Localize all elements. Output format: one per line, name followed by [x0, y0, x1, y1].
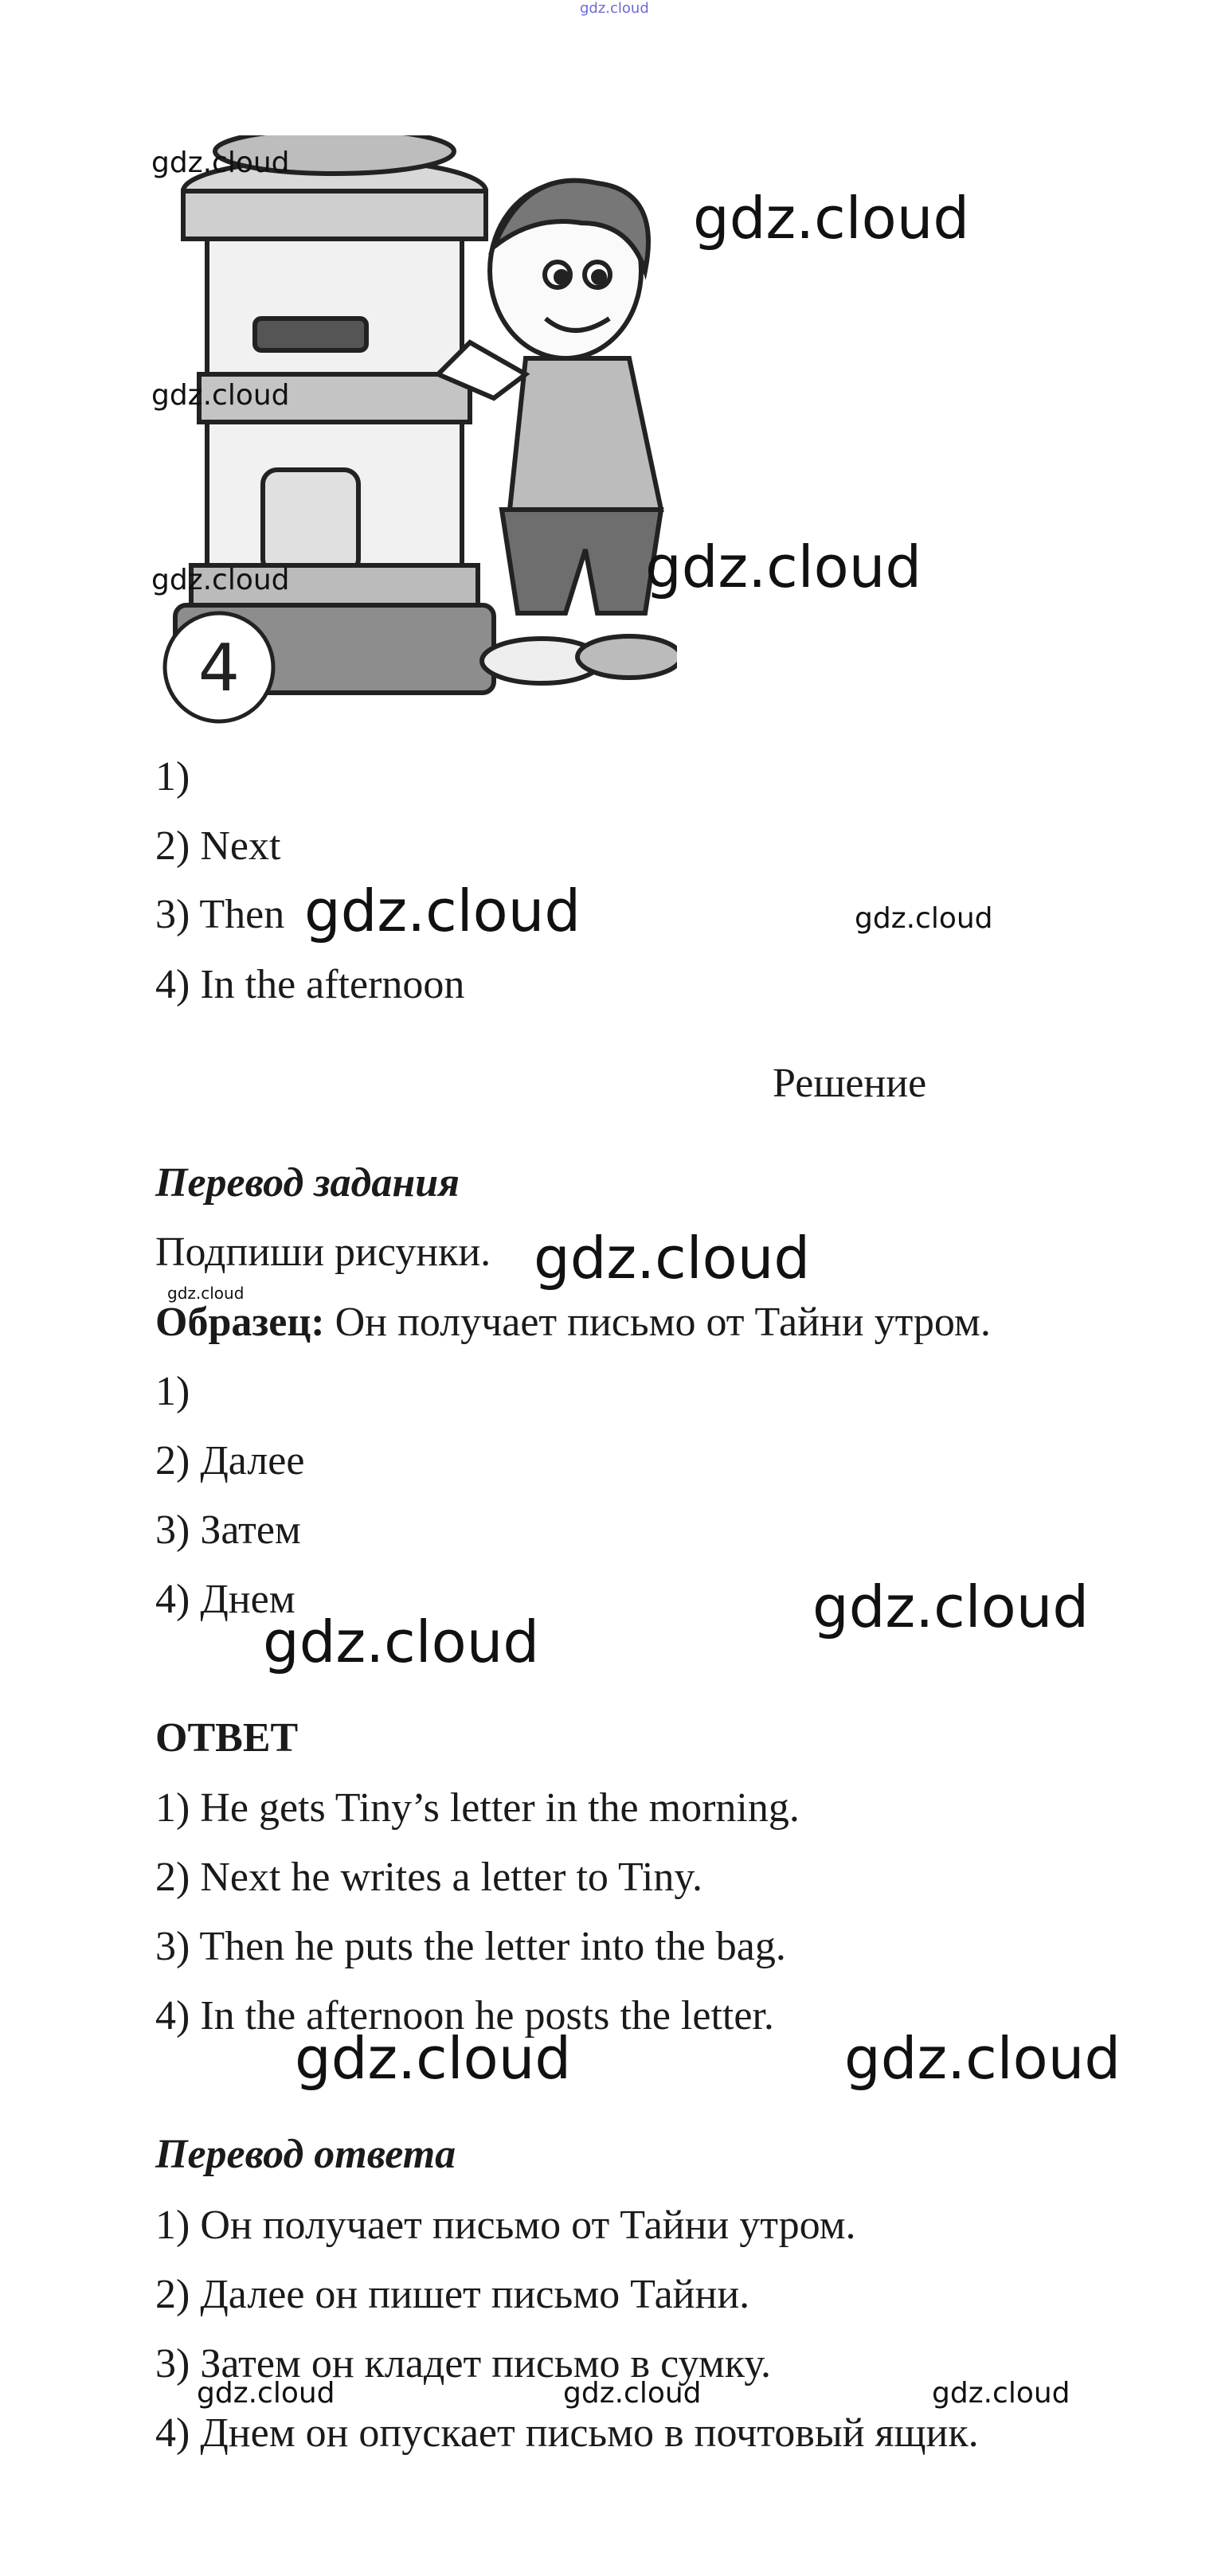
watermark-15: gdz.cloud [563, 2377, 702, 2410]
watermark-9: gdz.cloud [167, 1284, 245, 1303]
watermark-12: gdz.cloud [295, 2025, 572, 2092]
translation-task-example [155, 1298, 991, 1347]
watermark-4: gdz.cloud [151, 564, 290, 596]
task-item-2: 2) Next [155, 823, 281, 869]
watermark-8: gdz.cloud [534, 1225, 811, 1292]
translation-task-instruction: Подпиши рисунки. [155, 1229, 491, 1275]
task-item-1: 1) [155, 754, 190, 799]
watermark-7: gdz.cloud [855, 902, 993, 935]
watermark-6: gdz.cloud [304, 878, 581, 944]
answer-heading: ОТВЕТ [155, 1715, 299, 1761]
answer-item-3: 3) Then he puts the letter into the bag. [155, 1924, 786, 1969]
task-item-3: 3) Then [155, 892, 285, 937]
watermark-16: gdz.cloud [932, 2377, 1070, 2410]
watermark-top: gdz.cloud [580, 0, 649, 17]
answer-item-2: 2) Next he writes a letter to Tiny. [155, 1855, 702, 1900]
translation-answer-item-4: 4) Днем он опускает письмо в почтовый ящик. [155, 2410, 979, 2456]
example-label: Образец: [155, 1300, 325, 1345]
translation-answer-heading: Перевод ответа [155, 2132, 456, 2177]
watermark-2: gdz.cloud [693, 185, 970, 252]
watermark-10: gdz.cloud [812, 1573, 1090, 1640]
translation-answer-item-2: 2) Далее он пишет письмо Тайни. [155, 2272, 750, 2317]
mailbox-icon [175, 135, 494, 693]
example-text: Он получает письмо от Тайни утром. [324, 1300, 991, 1345]
translation-task-heading: Перевод задания [155, 1160, 460, 1206]
mailbox-boy-illustration [151, 135, 677, 741]
translation-answer-item-1: 1) Он получает письмо от Тайни утром. [155, 2203, 856, 2248]
answer-item-4: 4) In the afternoon he posts the letter. [155, 1993, 774, 2039]
watermark-5: gdz.cloud [645, 534, 922, 600]
translation-task-item-3: 3) Затем [155, 1507, 301, 1553]
task-number: 4 [198, 631, 241, 706]
watermark-1: gdz.cloud [151, 147, 290, 179]
translation-task-item-4: 4) Днем [155, 1577, 295, 1622]
watermark-14: gdz.cloud [197, 2377, 335, 2410]
task-item-4: 4) In the afternoon [155, 962, 465, 1007]
answer-item-1: 1) He gets Tiny’s letter in the morning. [155, 1785, 800, 1831]
watermark-13: gdz.cloud [844, 2025, 1121, 2092]
translation-answer-item-3: 3) Затем он кладет письмо в сумку. [155, 2341, 772, 2386]
watermark-11: gdz.cloud [263, 1609, 540, 1675]
watermark-3: gdz.cloud [151, 379, 290, 412]
solution-heading: Решение [773, 1061, 927, 1106]
translation-task-item-2: 2) Далее [155, 1438, 305, 1483]
translation-task-item-1: 1) [155, 1369, 190, 1414]
